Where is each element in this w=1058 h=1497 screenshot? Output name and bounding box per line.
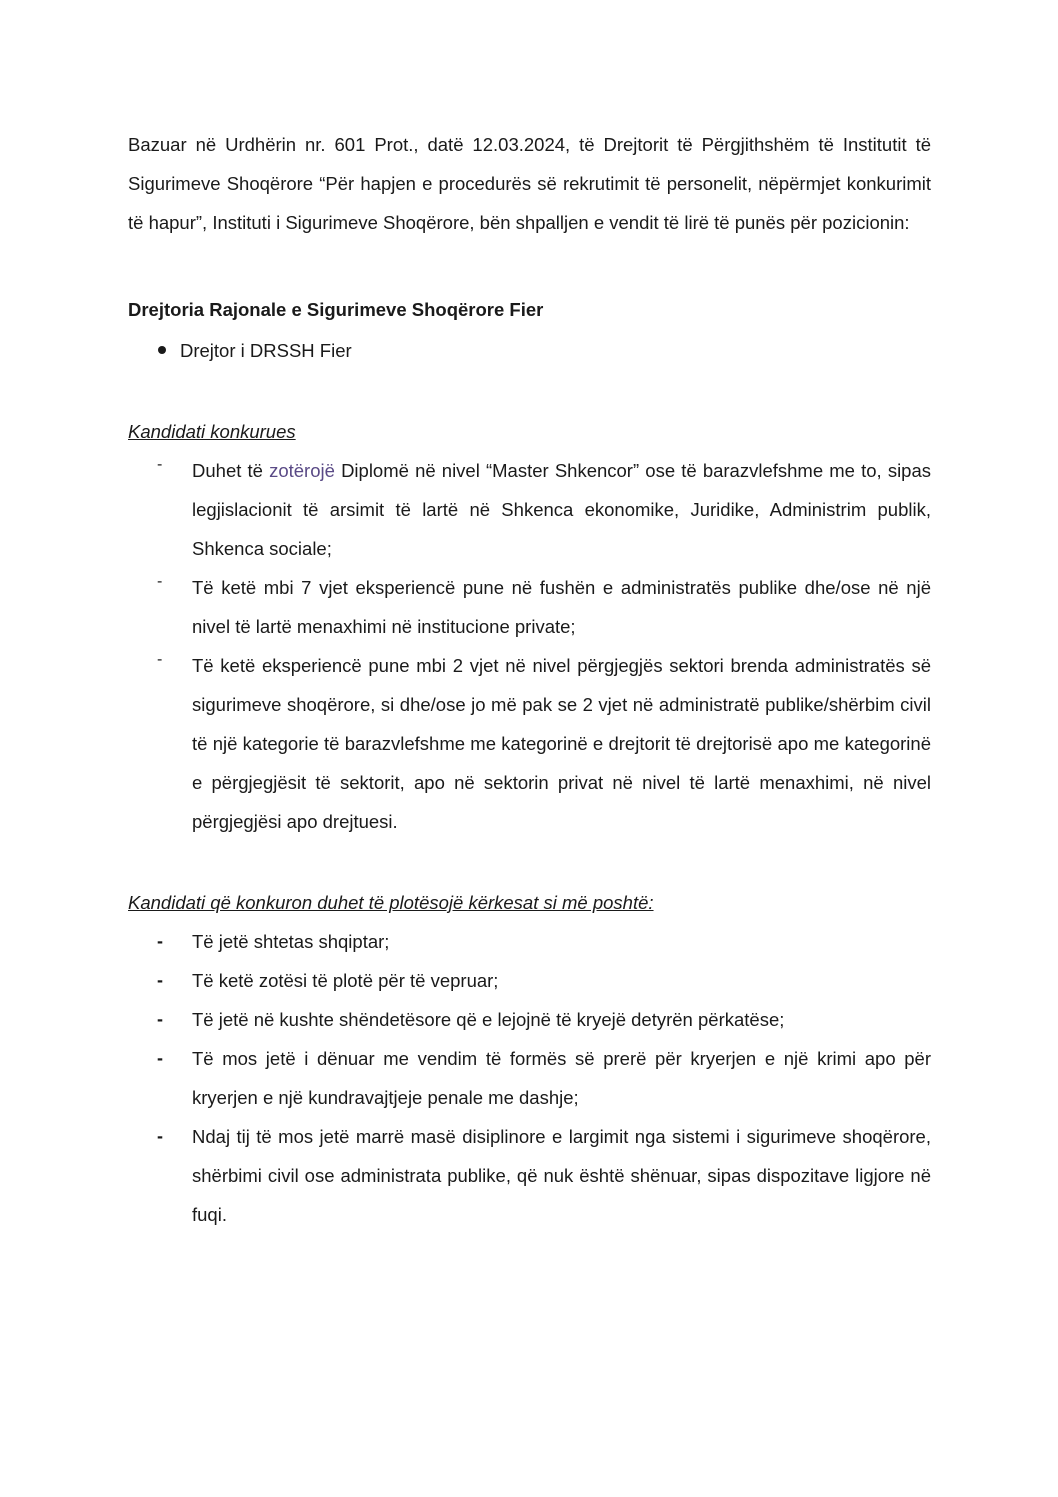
requirement-text: Ndaj tij të mos jetë marrë masë disiplinore e largimit nga sistemi i sigurimeve shoqërore, shërbimi civil ose administrata publike, që nuk është shënuar, sipas dispozitave ligjore në fuqi. [192, 1126, 931, 1225]
requirements-list [128, 922, 931, 1234]
qualification-item [128, 568, 931, 646]
dash-marker-icon: - [157, 456, 163, 473]
requirement-item [128, 922, 931, 961]
qualification-text-start: Duhet të [192, 460, 270, 481]
candidate-qualifications-list [128, 451, 931, 841]
document-content [128, 125, 931, 1234]
dash-marker-icon: - [157, 970, 163, 990]
requirement-text: Të jetë në kushte shëndetësore që e lejojnë të kryejë detyrën përkatëse; [192, 1009, 785, 1030]
qualification-text-end: Diplomë në nivel “Master Shkencor” ose të barazvlefshme me to, sipas legjislacionit të arsimit të lartë në Shkenca ekonomike, Juridike, Administrim publik, Shkenca sociale; [192, 460, 932, 559]
bullet-icon [158, 346, 166, 354]
position-label: Drejtor i DRSSH Fier [180, 340, 352, 361]
requirement-text: Të ketë zotësi të plotë për të vepruar; [192, 970, 499, 991]
position-list [128, 331, 931, 370]
organization-title: Drejtoria Rajonale e Sigurimeve Shoqërore Fier [128, 299, 544, 320]
requirement-text: Të mos jetë i dënuar me vendim të formës së prerë për kryerjen e një krimi apo për kryerjen e një kundravajtjeje penale me dashje; [192, 1048, 931, 1108]
dash-marker-icon: - [157, 1009, 163, 1029]
intro-paragraph: Bazuar në Urdhërin nr. 601 Prot., datë 12.03.2024, të Drejtorit të Përgjithshëm të Institutit të Sigurimeve Shoqërore “Për hapjen e procedurës së rekrutimit të personelit, nëpërmjet konkurimit të hapur”, Instituti i Sigurimeve Shoqërore, bën shpalljen e vendit të lirë të punës për pozicionin: [128, 134, 931, 233]
qualification-text: Të ketë eksperiencë pune mbi 2 vjet në nivel përgjegjës sektori brenda administratës së sigurimeve shoqërore, si dhe/ose jo më pak se 2 vjet në administratë publike/shërbim civil të një kategorie të barazvlefshme me kategorinë e drejtorit të drejtorisë apo me kategorinë e përgjegjësit të sektorit, apo në sektorin privat në nivel të lartë menaxhimi, në nivel përgjegjësi apo drejtuesi. [192, 655, 931, 832]
requirement-text: Të jetë shtetas shqiptar; [192, 931, 390, 952]
qualification-text: Të ketë mbi 7 vjet eksperiencë pune në fushën e administratës publike dhe/ose në një nivel të lartë menaxhimi në institucione private; [192, 577, 931, 637]
section-heading-requirements: Kandidati që konkuron duhet të plotësojë kërkesat si më poshtë: [128, 892, 654, 913]
requirement-item [128, 1000, 931, 1039]
dash-marker-icon: - [157, 931, 163, 951]
dash-marker-icon: - [157, 1048, 163, 1068]
requirement-item [128, 1117, 931, 1234]
section-heading-candidate: Kandidati konkurues [128, 421, 296, 442]
qualification-item [128, 451, 931, 568]
requirement-item [128, 961, 931, 1000]
position-item [128, 331, 931, 370]
dash-marker-icon: - [157, 1126, 163, 1146]
requirement-item [128, 1039, 931, 1117]
dash-marker-icon: - [157, 651, 163, 668]
dash-marker-icon: - [157, 573, 163, 590]
qualification-item [128, 646, 931, 841]
qualification-accent-word: zotërojë [269, 460, 335, 481]
